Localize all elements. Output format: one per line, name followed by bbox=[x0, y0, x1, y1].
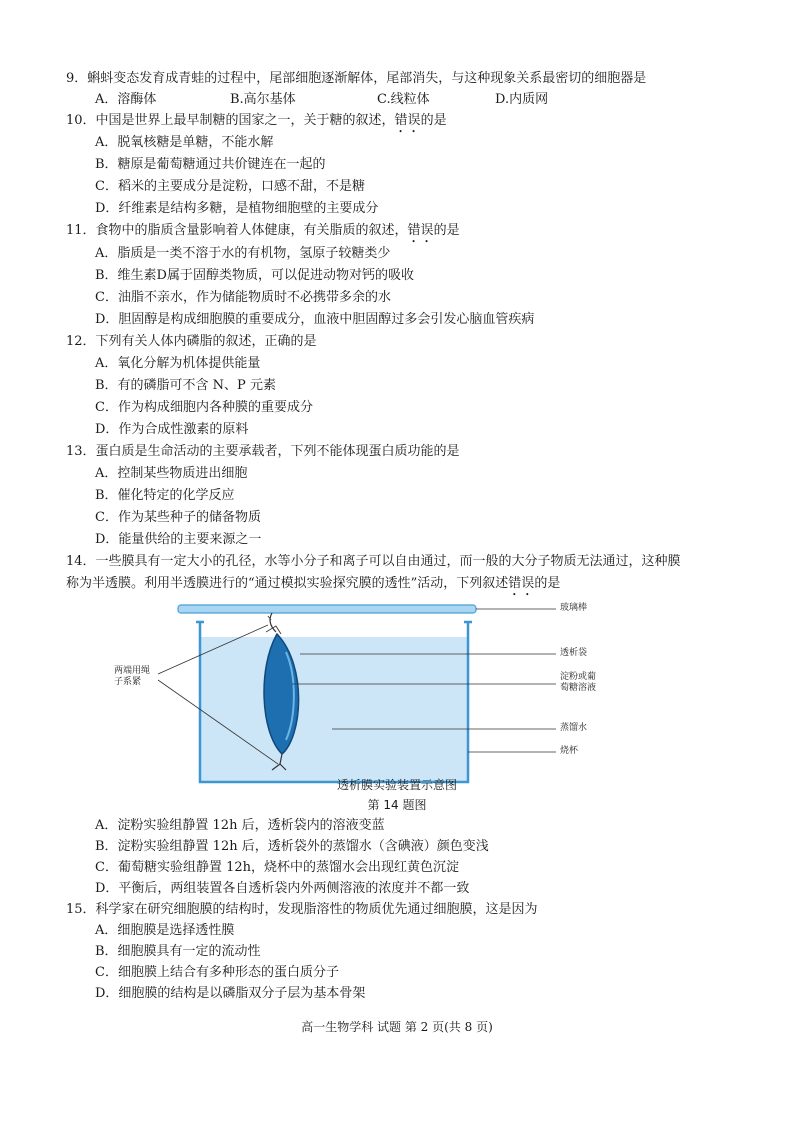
q10-option-a: A．脱氧核糖是单糖，不能水解 bbox=[95, 135, 274, 150]
figure-number: 第 14 题图 bbox=[367, 798, 427, 812]
q10-option-d: D．纤维素是结构多糖，是植物细胞壁的主要成分 bbox=[95, 201, 379, 216]
q11-option-a: A．脂质是一类不溶于水的有机物，氢原子较糖类少 bbox=[95, 246, 391, 261]
q12-stem: 12．下列有关人体内磷脂的叙述，正确的是 bbox=[66, 334, 317, 349]
label-glass-rod: 玻璃棒 bbox=[560, 603, 588, 613]
q9-option-a: A．溶酶体 bbox=[95, 92, 157, 107]
q15-stem: 15．科学家在研究细胞膜的结构时，发现脂溶性的物质优先通过细胞膜，这是因为 bbox=[66, 902, 538, 917]
q12-option-b: B．有的磷脂可不含 N、P 元素 bbox=[95, 378, 276, 393]
q10-option-c: C．稻米的主要成分是淀粉，口感不甜，不是糖 bbox=[95, 179, 365, 194]
q11-option-d: D．胆固醇是构成细胞膜的重要成分，血液中胆固醇过多会引发心脑血管疾病 bbox=[95, 312, 535, 327]
label-beaker: 烧杯 bbox=[560, 746, 579, 756]
q15-option-d: D．细胞膜的结构是以磷脂双分子层为基本骨架 bbox=[95, 986, 366, 1001]
q14-option-a: A．淀粉实验组静置 12h 后，透析袋内的溶液变蓝 bbox=[95, 818, 385, 833]
q13-option-c: C．作为某些种子的储备物质 bbox=[95, 510, 261, 525]
q9-option-b: B.高尔基体 bbox=[230, 92, 296, 107]
label-solution-line2: 萄糖溶液 bbox=[560, 683, 597, 693]
q13-option-b: B．催化特定的化学反应 bbox=[95, 488, 235, 503]
q14-stem-line1: 14．一些膜具有一定大小的孔径，水等小分子和离子可以自由通过，而一般的大分子物质无法通过，这种膜 bbox=[66, 554, 681, 569]
q15-option-b: B．细胞膜具有一定的流动性 bbox=[95, 944, 261, 959]
figure-caption: 透析膜实验装置示意图 bbox=[336, 778, 457, 792]
q14-option-c: C．葡萄糖实验组静置 12h，烧杯中的蒸馏水会出现红黄色沉淀 bbox=[95, 860, 459, 875]
label-dialysis-bag: 透析袋 bbox=[560, 648, 588, 658]
q9-stem: 9．蝌蚪变态发育成青蛙的过程中，尾部细胞逐渐解体，尾部消失，与这种现象关系最密切的细胞器是 bbox=[66, 71, 647, 86]
label-distilled-water: 蒸馏水 bbox=[560, 723, 588, 733]
q15-option-c: C．细胞膜上结合有多种形态的蛋白质分子 bbox=[95, 965, 339, 980]
q12-option-d: D．作为合成性激素的原料 bbox=[95, 422, 249, 437]
page-footer: 高一生物学科 试题 第 2 页(共 8 页) bbox=[301, 1020, 493, 1034]
q14-emphasis: 错误 bbox=[508, 576, 535, 591]
glass-rod bbox=[178, 605, 476, 613]
q14-option-d: D．平衡后，两组装置各自透析袋内外两侧溶液的浓度并不都一致 bbox=[95, 881, 470, 896]
q12-option-c: C．作为构成细胞内各种膜的重要成分 bbox=[95, 400, 313, 415]
label-string-line1: 两端用绳 bbox=[114, 666, 151, 676]
q11-stem: 11．食物中的脂质含量影响着人体健康，有关脂质的叙述，错误的是 bbox=[66, 223, 460, 238]
q13-option-a: A．控制某些物质进出细胞 bbox=[95, 466, 248, 481]
q14-option-b: B．淀粉实验组静置 12h 后，透析袋外的蒸馏水（含碘液）颜色变浅 bbox=[95, 839, 489, 854]
water-area bbox=[200, 637, 468, 782]
q9-option-c: C.线粒体 bbox=[377, 92, 430, 107]
top-knot bbox=[266, 616, 281, 634]
q11-option-b: B．维生素D属于固醇类物质，可以促进动物对钙的吸收 bbox=[95, 268, 414, 283]
q10-stem: 10．中国是世界上最早制糖的国家之一，关于糖的叙述，错误的是 bbox=[66, 113, 447, 128]
q9-option-d: D.内质网 bbox=[495, 92, 549, 107]
q11-option-c: C．油脂不亲水，作为储能物质时不必携带多余的水 bbox=[95, 290, 391, 305]
q11-emphasis: 错误 bbox=[407, 223, 434, 238]
q10-emphasis: 错误 bbox=[394, 113, 421, 128]
q13-stem: 13．蛋白质是生命活动的主要承载者，下列不能体现蛋白质功能的是 bbox=[66, 444, 460, 459]
q10-option-b: B．糖原是葡萄糖通过共价键连在一起的 bbox=[95, 157, 326, 172]
q14-stem-line2: 称为半透膜。利用半透膜进行的“通过模拟实验探究膜的透性”活动，下列叙述错误的是 bbox=[66, 576, 561, 591]
q12-option-a: A．氧化分解为机体提供能量 bbox=[95, 356, 261, 371]
label-string-line2: 子系紧 bbox=[114, 677, 142, 687]
label-solution-line1: 淀粉或葡 bbox=[560, 672, 597, 682]
q15-option-a: A．细胞膜是选择透性膜 bbox=[95, 923, 235, 938]
q13-option-d: D．能量供给的主要来源之一 bbox=[95, 532, 262, 547]
